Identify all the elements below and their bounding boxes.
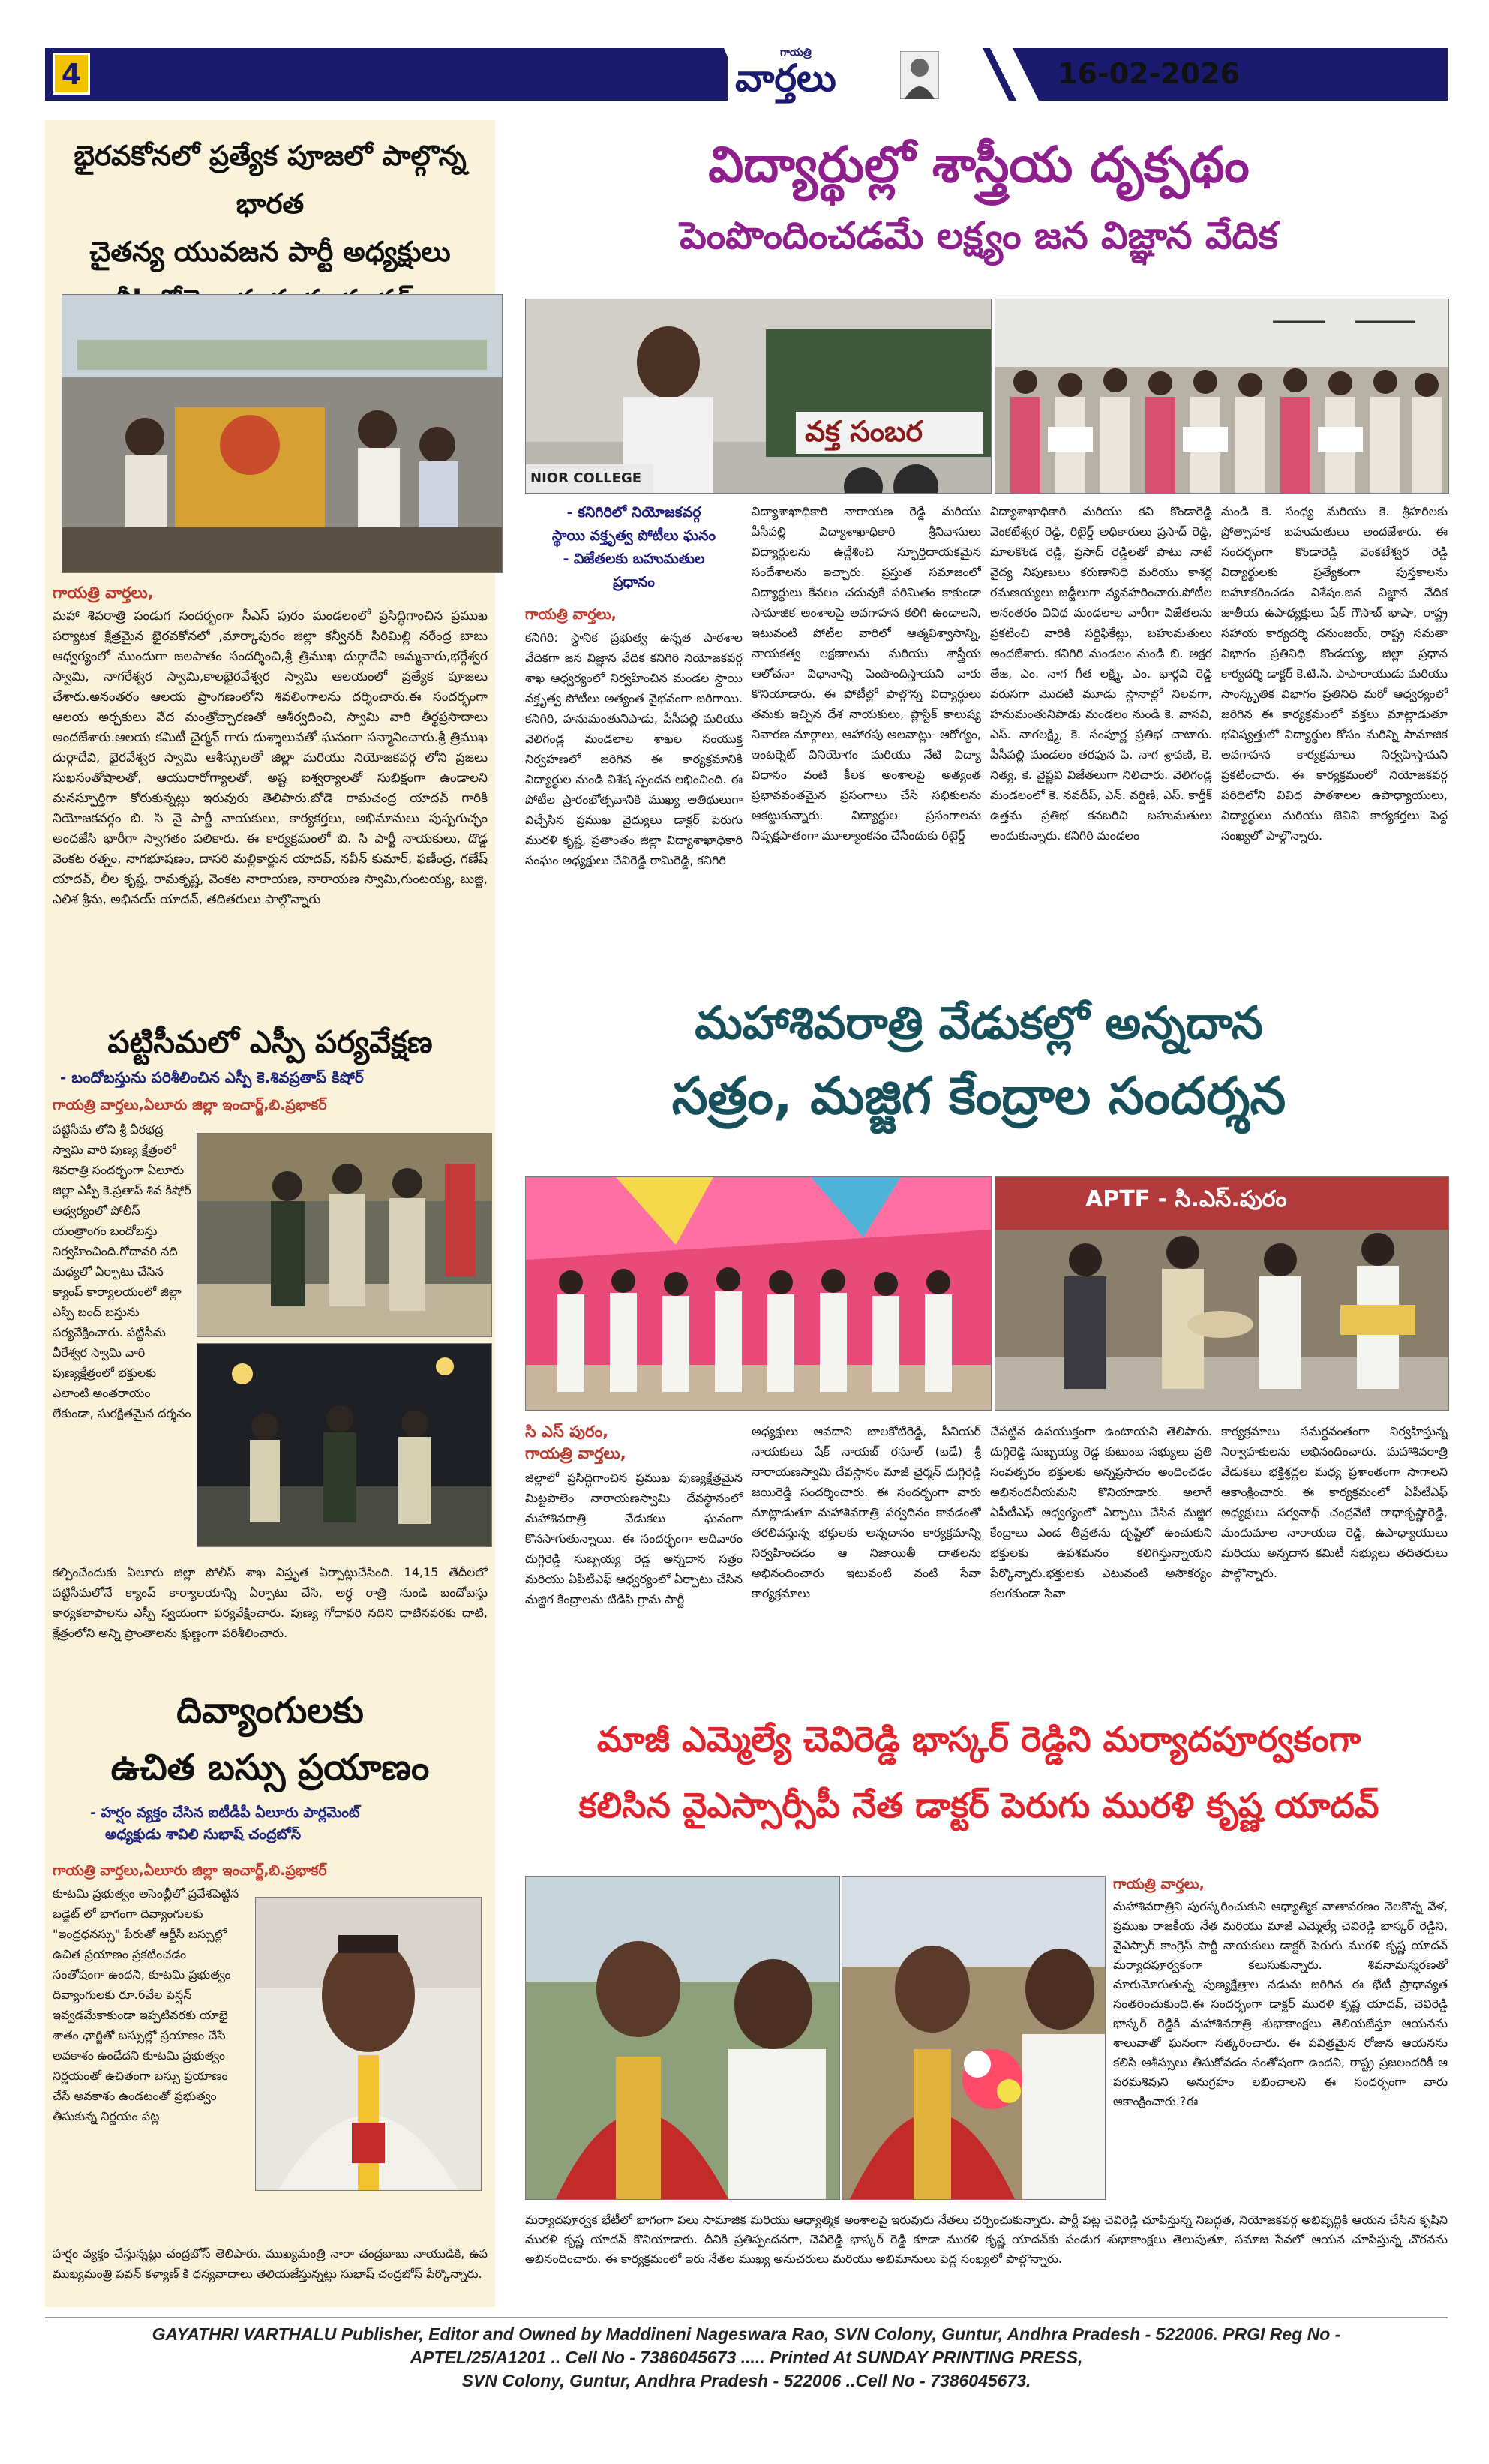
headline-line: భైరవకోనలో ప్రత్యేక పూజలో పాల్గొన్న భారత bbox=[74, 140, 467, 220]
left-story2-body-wide: కల్పించేందుకు ఏలూరు జిల్లా పోలీస్ శాఖ విస్తృత ఏర్పాట్లుచేసింది. 14,15 తేదీలలో పట్టిసీమలోనే క్యాంప్ కార్యాలయాన్ని ఏర్పాటు చేసి, అర్ధ రాత్రి నుండి బందోబస్తు కార్యకలాపాలను ఎస్పీ స్వయంగా పర్యవేక్షించారు. పుణ్య గోదావరి నదిని దాటినవరకు దాటి, క్షేత్రంలోని అన్ని ప్రాంతాలను క్షుణ్ణంగా పరిశీలించారు. bbox=[53, 1565, 488, 1640]
photo-banner-text: వక్త సంబర bbox=[805, 415, 923, 448]
top-headline-1: విద్యార్థుల్లో శాస్త్రీయ దృక్పథం bbox=[708, 136, 1250, 194]
caption-line: - విజేతలకు బహుమతుల bbox=[563, 551, 705, 567]
subhead-line: - హర్షం వ్యక్తం చేసిన ఐటీడీపీ ఏలూరు పార్లమెంట్ bbox=[90, 1804, 360, 1821]
photo-subhash-chandrabose bbox=[255, 1897, 482, 2191]
headline-line: ఉచిత బస్సు ప్రయాణం bbox=[110, 1747, 430, 1789]
photo-temple-puja bbox=[62, 294, 503, 573]
byline: గాయత్రి వార్తలు, bbox=[525, 1444, 626, 1462]
left-story2-body-narrow: పట్టిసీమ లోని శ్రీ వీరభద్ర స్వామి వారి పుణ్య క్షేత్రంలో శివరాత్రి సందర్భంగా ఏలూరు జిల్లా ఎస్పీ కె.ప్రతాప్ శివ కిషోర్ ఆధ్వర్యంలో పోలీస్ యంత్రాంగం బందోబస్తు నిర్వహించింది.గోదావరి నది మధ్యలో ఏర్పాటు చేసిన క్యాంప్ కార్యాలయంలో జిల్లా ఎస్పీ బంద్ బస్తును పర్యవేక్షించారు. పట్టిసీమ వీరేశ్వర స్వామి వారి పుణ్యక్షేత్రంలో భక్తులకు ఎలాంటి అంతరాయం లేకుండా, సురక్షితమైన దర్శనం bbox=[53, 1122, 191, 1420]
top-story-col1: కనిగిరి: స్థానిక ప్రభుత్వ ఉన్నత పాఠశాల వేదికగా జన విజ్ఞాన వేదిక కనిగిరి నియోజకవర్గ శాఖ ఆధ్వర్యంలో నిర్వహించిన మండల స్థాయి వక్తృత్వ పోటీలు అత్యంత వైభవంగా జరిగాయి. కనిగిరి, హనుమంతునిపాడు, పీసీపల్లి మరియు వెలిగండ్ల మండలాల శాఖల సంయుక్త నిర్వహణలో జరిగిన ఈ కార్యక్రమానికి విద్యార్థుల నుండి విశేష స్పందన లభించింది. ఈ పోటీల ప్రారంభోత్సవానికి ముఖ్య అతిథులుగా విచ్చేసిన ప్రముఖ వైద్యులు డాక్టర్ పెరుగు మురళి కృష్ణ, ప్రతాంతం జిల్లా విద్యాశాఖాధికారి సంఘం అధ్యక్షులు చేవిరెడ్డి రామిరెడ్డి, కనిగిరి bbox=[525, 630, 743, 867]
left-story1-body: మహా శివరాత్రి పండుగ సందర్భంగా సీఎస్ పురం మండలంలో ప్రసిద్ధిగాంచిన ప్రముఖ పర్యాటక క్షేత్రమైన భైరవకోనలో ,మార్కాపురం జిల్లా కన్వీనర్ సిరిమిల్లి నరేంద్ర బాబు ఆధ్వర్యంలో ముందుగా జలపాతం సందర్శించి,శ్రీ త్రిముఖ దుర్గాదేవి అమ్మవారు,భర్గేశ్వర స్వామి, నాగరేశ్వర స్వామి,కాలభైరవేశ్వర స్వామి ఆలయంలో ప్రత్యేక పూజలు చేశారు.అనంతరం ఆలయ ప్రాంగణంలోని శివలింగాలను దర్శించారు.ఈ సందర్భంగా ఆలయ అర్చకులు వేద మంత్రోచ్చారణతో ఆశీర్వదించి, స్వామి వారి తీర్థప్రసాదాలు అందజేశారు.ఆలయ కమిటీ చైర్మన్ గారు దుశ్శాలువతో ఘనంగా సన్మానించారు.శ్రీ త్రిముఖ దుర్గాదేవి, భైరవేశ్వర స్వామి ఆశీస్సులతో జిల్లా మరియు నియోజకవర్గ లోని ప్రజలు సుఖసంతోషాలతో, ఆయురారోగ్యాలతో, అష్ట ఐశ్వర్యాలతో సుభిక్షంగా ఉండాలని మనస్ఫూర్తిగా కోరుకున్నట్లు ఇరువురు తెలిపారు.బోడె రామచంద్ర యాదవ్ గారికి నియోజకవర్గం బి. సి నై పార్టీ నాయకులు, కార్యకర్తలు, అభిమానులు పుష్పగుచ్ఛం అందజేసి భారీగా స్వాగతం పలికారు. ఈ కార్యక్రమంలో బి. సి పార్టీ నాయకులు, దొడ్డ వెంకట రత్నం, నాగభూషణం, దాసరి మల్లికార్జున యాదవ్, నవీన్ కుమార్, ఫణీంద్ర, గణేష్ యాదవ్, లీల కృష్ణ, రామకృష్ణ, వెంకట నారాయణ, నారాయణ స్వామి,గుంటయ్య, బుజ్జి, ఎలిశ శ్రీను, అభినయ్ యాదవ్, తదితరులు పాల్గొన్నారు bbox=[53, 608, 488, 907]
top-story-byline: గాయత్రి వార్తలు, bbox=[525, 606, 617, 623]
photo-buttermilk-centre bbox=[995, 1176, 1449, 1411]
masthead-portrait-icon bbox=[900, 51, 939, 99]
page-number: 4 bbox=[53, 53, 90, 95]
headline-line: దివ్యాంగులకు bbox=[176, 1690, 364, 1732]
masthead bbox=[728, 45, 945, 105]
top-headline-2: పెంపొందించడమే లక్ష్యం జన విజ్ఞాన వేదిక bbox=[680, 214, 1278, 257]
caption-line: ప్రధానం bbox=[613, 574, 655, 590]
bottom-story-col-wide: మర్యాదపూర్వక భేటీలో భాగంగా పలు సామాజిక మరియు ఆధ్యాత్మిక అంశాలపై ఇరువురు నేతలు చర్చించుకున్నారు. పార్టీ పట్ల చెవిరెడ్డి చూపిస్తున్న నిబద్ధత, నియోజకవర్గ అభివృద్ధికి ఆయన చేసిన కృషిని మురళి కృష్ణ యాదవ్ కొనియాడారు. దీనికి ప్రతిస్పందనగా, చెవిరెడ్డి భాస్కర్ రెడ్డి కూడా మురళి కృష్ణ యాదవ్‌కు పండుగ శుభాకాంక్షలు తెలుపుతూ, సమాజ సేవలో ఆయన చూపిస్తున్న చొరవను అభినందించారు. ఈ కార్యక్రమంలో ఇరు నేతల ముఖ్య అనుచరులు మరియు అభిమానులు పెద్ద సంఖ్యలో పాల్గొన్నారు. bbox=[525, 2213, 1448, 2266]
footer-line: GAYATHRI VARTHALU Publisher, Editor and Owned by Maddineni Nageswara Rao, SVN Colony, Guntur, Andhra Pradesh - 522006. PRGI Reg No - bbox=[152, 2324, 1341, 2344]
bottom-headline-1: మాజీ ఎమ్మెల్యే చెవిరెడ్డి భాస్కర్ రెడ్డిని మర్యాదపూర్వకంగా bbox=[596, 1719, 1361, 1759]
footer-imprint bbox=[45, 2323, 1448, 2393]
masthead-small: గాయత్రి bbox=[780, 47, 812, 59]
mid-story-col3: చేపట్టిన ఉపయుక్తంగా ఉంటాయని తెలిపారు. దుగ్గిరెడ్డి సుబ్బయ్య రెడ్డ కుటుంబ సభ్యులు ప్రతి సంవత్సరం భక్తులకు అన్నప్రసాదం అందించడం అభినందనీయమని కొనియాడారు. అలాగే ఏపీటీఎఫ్ ఆధ్వర్యంలో ఏర్పాటు చేసిన మజ్జిగ కేంద్రాలు ఎండ తీవ్రతను దృష్టిలో ఉంచుకుని భక్తులకు ఉపశమనం కలిగిస్తున్నాయని పేర్కొన్నారు.భక్తులకు ఎటువంటి అసౌకర్యం కలగకుండా సేవా bbox=[990, 1424, 1212, 1600]
mid-headline-2: సత్రం, మజ్జిగ కేంద్రాల సందర్శన bbox=[671, 1067, 1286, 1126]
left-story3-body-narrow: కూటమి ప్రభుత్వం అసెంబ్లీలో ప్రవేశపెట్టిన బడ్జెట్ లో భాగంగా దివ్యాంగులకు "ఇంద్రధనస్సు" పేరుతో ఆర్టీసీ బస్సుల్లో ఉచిత ప్రయాణం ప్రకటించడం సంతోషంగా ఉందని, కూటమి ప్రభుత్వం దివ్యాంగులకు రూ.6వేల పెన్షన్ ఇవ్వడమేకాకుండా ఇప్పటివరకు యాభై శాతం ఛార్జితో బస్సుల్లో ప్రయాణం చేసే అవకాశం ఉండేదని కూటమి ప్రభుత్వం నిర్ణయంతో ఉచితంగా బస్సు ప్రయాణం చేసే అవకాశం ఉండటంతో ప్రభుత్వం తీసుకున్న నిర్ణయం పట్ల bbox=[53, 1886, 239, 2123]
footer-line: SVN Colony, Guntur, Andhra Pradesh - 522006 ..Cell No - 7386045673. bbox=[461, 2371, 1031, 2390]
top-story-captions bbox=[525, 501, 743, 594]
caption-line: - కనిగిరిలో నియోజకవర్గ bbox=[566, 504, 701, 521]
left-story2-byline: గాయత్రి వార్తలు,ఏలూరు జిల్లా ఇంచార్జ్,బి.ప్రభాకర్ bbox=[53, 1097, 327, 1113]
bottom-story-col-right: మహాశివరాత్రిని పురస్కరించుకుని ఆధ్యాత్మిక వాతావరణం నెలకొన్న వేళ, ప్రముఖ రాజకీయ నేత మరియు మాజీ ఎమ్మెల్యే చెవిరెడ్డి భాస్కర్ రెడ్డిని, వైఎస్సార్ కాంగ్రెస్ పార్టీ నాయకులు డాక్టర్ పెరుగు మురళి కృష్ణ యాదవ్ మర్యాదపూర్వకంగా కలుసుకున్నారు. శివనామస్మరణతో మారుమోగుతున్న పుణ్యక్షేత్రాల నడుమ జరిగిన ఈ భేటీ ప్రాధాన్యత సంతరించుకుంది.ఈ సందర్భంగా డాక్టర్ మురళి కృష్ణ యాదవ్, చెవిరెడ్డి భాస్కర్ రెడ్డికి మహాశివరాత్రి శుభాకాంక్షలు తెలియజేస్తూ ఆయనను శాలువాతో ఘనంగా సత్కరించారు. ఈ పవిత్రమైన రోజున ఆయనను కలిసి ఆశీస్సులు తీసుకోవడం సంతోషంగా ఉందని, రాష్ట్ర ప్రజలందరికీ ఆ పరమశివుని అనుగ్రహం లభించాలని ఈ సందర్భంగా వారు ఆకాంక్షించారు.?ఈ bbox=[1113, 1899, 1448, 2108]
photo-meeting-bouquet bbox=[842, 1876, 1106, 2200]
photo-banner-text: APTF - సి.ఎస్.పురం bbox=[1085, 1186, 1287, 1212]
photo-speaker bbox=[525, 299, 992, 494]
subhead-line: అధ్యక్షుడు శావిలి సుభాష్ చంద్రబోస్ bbox=[105, 1826, 302, 1843]
left-story2-headline: పట్టిసీమలో ఎస్పీ పర్యవేక్షణ bbox=[107, 1024, 433, 1060]
left-story2-subhead: - బందోబస్తును పరిశీలించిన ఎస్పీ కె.శివప్రతాప్ కిషోర్ bbox=[60, 1068, 364, 1086]
dateline: సి ఎస్ పురం, bbox=[525, 1423, 609, 1441]
masthead-title: వార్తలు bbox=[735, 56, 836, 100]
photo-sp-inspection-night bbox=[197, 1343, 492, 1547]
headline-line: చైతన్య యువజన పార్టీ అధ్యక్షులు bbox=[89, 236, 451, 268]
left-story3-subhead bbox=[90, 1802, 488, 1846]
bottom-headline-2: కలిసిన వైఎస్సార్సీపీ నేత డాక్టర్ పెరుగు మురళి కృష్ణ యాదవ్ bbox=[578, 1785, 1379, 1825]
top-story-col3: విద్యాశాఖాధికారి మరియు కవి కొండారెడ్డి వెంకటేశ్వర రెడ్డి, రిటైర్డ్ అధికారులు ప్రసాద్ రెడ్డి, మాలకొండ రెడ్డి, ప్రసాద్ రెడ్డిలతో పాటు నాటే వైద్య నిపుణులు కరుణానిధి మరియు కాశర్ల రమణయ్యలు జడ్జీలుగా వ్యవహరించారు.పోటీల అనంతరం వివిధ మండలాల వారీగా విజేతలను ప్రకటించి వారికి సర్టిఫికేట్లు, బహుమతులు అందజేశారు. కనిగిరి మండలం నుండి బి. అక్షర తేజ, ఎం. నాగ గీత లక్ష్మి, ఎం. భార్గవి రెడ్డి వరుసగా మొదటి మూడు స్థానాల్లో నిలవగా, హనుమంతునిపాడు మండలం నుండి కె. వాసవి, ఎస్. నాగలక్ష్మి, కె. సంపూర్ణ ప్రతిభ చాటారు. పీసీపల్లి మండలం తరఫున పి. నాగ శ్రావణి, కె. నిత్య, కె. వైష్ణవి విజేతలుగా నిలిచారు. వెలిగండ్ల మండలంలో కె. నవదీప్, ఎన్. వర్షిణి, ఎస్. కార్తీక్ ఉత్తమ ప్రతిభ కనబరిచి బహుమతులు అందుకున్నారు. కనిగిరి మండలం bbox=[990, 504, 1212, 843]
mid-story-col4: కార్యక్రమాలు సమర్థవంతంగా నిర్వహిస్తున్న నిర్వాహకులను అభినందించారు. మహాశివరాత్రి వేడుకలు భక్తిశ్రద్ధల మధ్య ప్రశాంతంగా సాగాలని ఆకాంక్షించారు. ఈ కార్యక్రమంలో ఏపీటీఎఫ్ అధ్యక్షులు సర్వనాథ్ చంద్రవేటి రాధాకృష్ణారెడ్డి, మందుమాల నారాయణ రెడ్డి, ఉపాధ్యాయులు మరియు అన్నదాన కమిటీ సభ్యులు తదితరులు పాల్గొన్నారు. bbox=[1221, 1424, 1448, 1580]
photo-college-text: NIOR COLLEGE bbox=[530, 470, 642, 486]
footer-rule bbox=[45, 2317, 1448, 2318]
photo-winners-group bbox=[995, 299, 1449, 494]
bottom-story-byline: గాయత్రి వార్తలు, bbox=[1113, 1876, 1205, 1892]
top-story-col2: విద్యాశాఖాధికారి నారాయణ రెడ్డి మరియు పీసీపల్లి విద్యాశాఖాధికారి శ్రీనివాసులు విద్యార్థులను ఉద్దేశించి స్ఫూర్తిదాయకమైన సందేశాలను ఇచ్చారు. ప్రస్తుత సమాజంలో విద్యార్థులు కేవలం చదువుకే పరిమితం కాకుండా సామాజిక అంశాలపై అవగాహన కలిగి ఉండాలని, ఇటువంటి పోటీల వారిలో ఆత్మవిశ్వాసాన్ని, నాయకత్వ లక్షణాలను మరియు శాస్త్రీయ ఆలోచనా విధానాన్ని పెంపొందిస్తాయని వారు కొనియాడారు. ఈ పోటీల్లో పాల్గొన్న విద్యార్థులు తమకు ఇచ్చిన దేశ నాయకులు, ప్లాస్టిక్ కాలుష్య నివారణ మార్గాలు, ఆహారపు అలవాట్లు- ఆరోగ్యం, ఇంటర్నెట్ వినియోగం మరియు నేటి విద్యా విధానం వంటి కీలక అంశాలపై అత్యంత ప్రభావవంతమైన ప్రసంగాలు చేసి సభికులను ఆకట్టుకున్నారు. విద్యార్థుల ప్రసంగాలను నిష్పక్షపాతంగా మూల్యాంకనం చేసేందుకు రిటైర్డ్ bbox=[752, 504, 981, 843]
photo-sp-inspection-day bbox=[197, 1133, 492, 1337]
issue-date: 16-02-2026 bbox=[1058, 57, 1241, 90]
left-story1-byline: గాయత్రి వార్తలు, bbox=[53, 584, 154, 602]
footer-line: APTEL/25/A1201 .. Cell No - 7386045673 ..... Printed At SUNDAY PRINTING PRESS, bbox=[410, 2348, 1083, 2367]
photo-annadana-satram bbox=[525, 1176, 992, 1411]
mid-headline-1: మహాశివరాత్రి వేడుకల్లో అన్నదాన bbox=[695, 997, 1263, 1050]
caption-line: స్థాయి వక్తృత్వ పోటీలు ఘనం bbox=[551, 527, 716, 544]
mid-story-col2: అధ్యక్షులు ఆవదాని బాలకోటిరెడ్డి, సీనియర్ నాయకులు షేక్ నాయబ్ రసూల్ (బడే) శ్రీ నారాయణస్వామి దేవస్థానం మాజీ ఛైర్మన్ దుగ్గిరెడ్డి జయిరెడ్డి సందర్శించారు. ఈ సందర్భంగా వారు మాట్లాడుతూ మహాశివరాత్రి పర్వదినం కావడంతో తరలివస్తున్న భక్తులకు అన్నదానం కార్యక్రమాన్ని నిర్వహించడం ఆ నిజాయితీ దాతలను అభినందించారు ఇటువంటి వంటి సేవా కార్యక్రమాలు bbox=[752, 1424, 981, 1600]
mid-story-dateline bbox=[525, 1421, 743, 1465]
left-story3-byline: గాయత్రి వార్తలు,ఏలూరు జిల్లా ఇంచార్జ్,బి.ప్రభాకర్ bbox=[53, 1862, 327, 1879]
mid-story-col1: జిల్లాలో ప్రసిద్ధిగాంచిన ప్రముఖ పుణ్యక్షేత్రమైన మిట్టపాలెం నారాయణస్వామి దేవస్థానంలో మహాశివరాత్రి వేడుకలు ఘనంగా కొనసాగుతున్నాయి. ఈ సందర్భంగా ఆదివారం దుగ్గిరెడ్డి సుబ్బయ్య రెడ్డ అన్నదాన సత్రం మరియు ఏపీటీఎఫ్ ఆధ్వర్యంలో ఏర్పాటు చేసిన మజ్జిగ కేంద్రాలను టిడిపి గ్రామ పార్టీ bbox=[525, 1471, 743, 1606]
photo-meeting-shawl bbox=[525, 1876, 840, 2200]
top-story-col4: నుండి కె. సంధ్య మరియు కె. శ్రీహరిలకు ప్రోత్సాహక బహుమతులు అందజేశారు. ఈ సందర్భంగా కొండారెడ్డి వెంకటేశ్వర రెడ్డి విద్యార్థులకు ప్రత్యేకంగా పుస్తకాలను బహూకరించడం విశేషం.జన విజ్ఞాన వేదిక జాతీయ ఉపాధ్యక్షులు షేక్ గౌసాబ్ భాషా, రాష్ట్ర సహాయ కార్యదర్శి దనుంజయ్, రాష్ట్ర సమతా విభాగం ప్రతినిధి కొండయ్య, జిల్లా ప్రధాన కార్యదర్శి డాక్టర్ కె.టి.సి. పాపారాయుడు మరియు సాంస్కృతిక విభాగం ప్రతినిధి మరో ఆధ్వర్యంలో జరిగిన ఈ కార్యక్రమంలో వక్తలు మాట్లాడుతూ భవిష్యత్తులో విద్యార్థుల కోసం మరిన్ని సామాజిక అవగాహన కార్యక్రమాలు నిర్వహిస్తామని ప్రకటించారు. ఈ కార్యక్రమంలో నియోజకవర్గ పరిధిలోని వివిధ పాఠశాలల ఉపాధ్యాయులు, విద్యార్థులు మరియు జెవివి కార్యకర్తలు పెద్ద సంఖ్యలో పాల్గొన్నారు. bbox=[1221, 504, 1448, 843]
left-story3-body-wide: హర్షం వ్యక్తం చేస్తున్నట్లు చంద్రబోస్ తెలిపారు. ముఖ్యమంత్రి నారా చంద్రబాబు నాయుడికి, ఉప ముఖ్యమంత్రి పవన్ కళ్యాణ్ కి ధన్యవాదాలు తెలియజేస్తున్నట్లు సుభాష్ చంద్రబోస్ పేర్కొన్నారు. bbox=[53, 2246, 488, 2281]
left-story3-headline bbox=[53, 1682, 488, 1796]
